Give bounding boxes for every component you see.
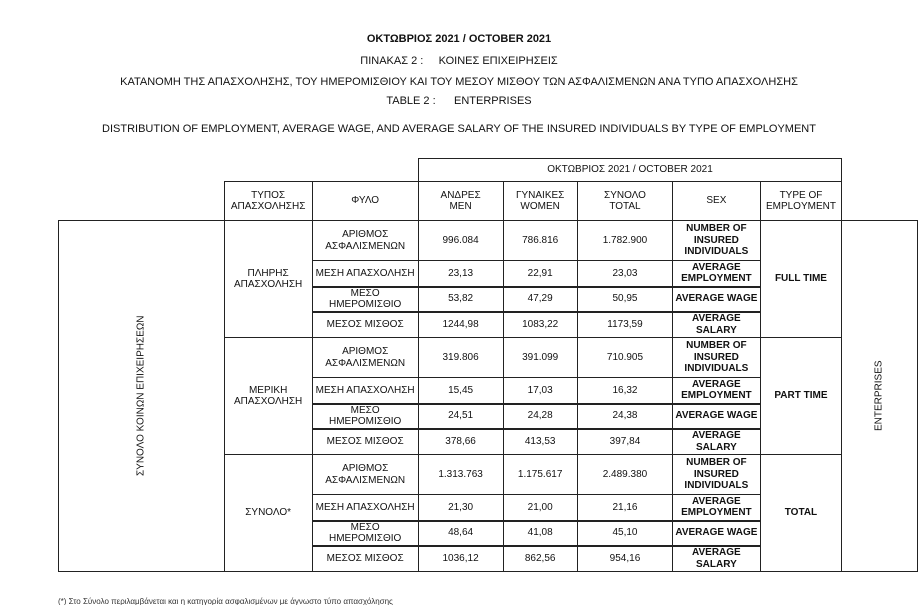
metric-label-gr	[312, 455, 418, 495]
metric-label-gr	[312, 404, 418, 429]
metric-label-en-line: AVERAGE SALARY	[692, 547, 741, 570]
metric-label-gr	[312, 287, 418, 312]
metric-label-en-line: EMPLOYMENT	[681, 507, 752, 519]
group-label-en: PART TIME	[760, 338, 842, 455]
side-label-right-text: ENTERPRISES	[873, 360, 885, 432]
value-cell: 15,45	[418, 378, 503, 404]
metric-label-gr-line: ΜΕΣΗ ΑΠΑΣΧΟΛΗΣΗ	[315, 267, 415, 279]
group-label-gr-line: ΑΠΑΣΧΟΛΗΣΗ	[233, 279, 303, 290]
metric-label-gr-line: ΜΕΣΗ ΑΠΑΣΧΟΛΗΣΗ	[315, 384, 415, 396]
table-row	[59, 221, 918, 261]
metric-label-en-line: NUMBER OF	[686, 457, 747, 469]
col-sex-gr-label: ΦΥΛΟ	[351, 195, 380, 207]
col-sex-en-label: SEX	[706, 195, 727, 207]
value-cell: 41,08	[503, 521, 577, 546]
metric-label-en-line: AVERAGE WAGE	[675, 527, 758, 539]
value-cell: 48,64	[418, 521, 503, 546]
col-sex-en	[673, 182, 760, 221]
value-cell: 21,30	[418, 495, 503, 521]
period-header: ΟΚΤΩΒΡΙΟΣ 2021 / OCTOBER 2021	[418, 159, 842, 182]
value-cell: 24,38	[577, 404, 672, 429]
metric-label-gr-line: ΑΡΙΘΜΟΣ	[342, 346, 389, 357]
metric-label-en-line: AVERAGE	[692, 495, 741, 507]
metric-label-en	[673, 378, 760, 404]
metric-label-gr	[312, 261, 418, 287]
blank-corner	[59, 159, 419, 182]
col-women-label: ΓΥΝΑΙΚΕΣ	[515, 189, 565, 201]
value-cell: 21,16	[577, 495, 672, 521]
metric-label-en-line: EMPLOYMENT	[681, 273, 752, 285]
metric-label-gr	[312, 338, 418, 378]
metric-label-en	[673, 404, 760, 429]
metric-label-gr-line: ΑΣΦΑΛΙΣΜΕΝΩΝ	[325, 357, 406, 369]
side-label-left	[59, 221, 225, 572]
metric-label-en	[673, 287, 760, 312]
value-cell: 23,13	[418, 261, 503, 287]
col-women	[503, 182, 577, 221]
metric-label-en	[673, 221, 760, 261]
metric-label-en-line: AVERAGE	[692, 261, 741, 273]
metric-label-gr	[312, 521, 418, 546]
metric-label-gr-line: ΜΕΣΟΣ ΜΙΣΘΟΣ	[326, 436, 404, 447]
col-total-label: TOTAL	[609, 201, 641, 212]
metric-label-gr-line: ΑΣΦΑΛΙΣΜΕΝΩΝ	[325, 240, 406, 252]
metric-label-gr-line: ΑΣΦΑΛΙΣΜΕΝΩΝ	[325, 474, 406, 486]
col-total	[577, 182, 672, 221]
metric-label-gr	[312, 495, 418, 521]
group-label-en: TOTAL	[760, 455, 842, 572]
col-sex-gr	[312, 182, 418, 221]
metric-label-en-line: INDIVIDUALS	[684, 363, 749, 375]
value-cell: 53,82	[418, 287, 503, 312]
metric-label-en-line: NUMBER OF	[686, 340, 747, 352]
value-cell: 413,53	[503, 429, 577, 455]
metric-label-gr-line: ΑΡΙΘΜΟΣ	[342, 229, 389, 240]
metric-label-gr	[312, 546, 418, 572]
column-header-row	[59, 182, 918, 221]
col-type-gr-label: ΤΥΠΟΣ	[251, 189, 286, 201]
col-men-label: MEN	[449, 201, 472, 212]
metric-label-en-line: AVERAGE	[692, 378, 741, 390]
metric-label-gr	[312, 221, 418, 261]
metric-label-en-line: NUMBER OF	[686, 223, 747, 235]
blank-right	[842, 182, 918, 221]
value-cell: 391.099	[503, 338, 577, 378]
value-cell: 17,03	[503, 378, 577, 404]
value-cell: 996.084	[418, 221, 503, 261]
group-label-gr-line: ΜΕΡΙΚΗ	[248, 384, 288, 396]
group-label-gr	[224, 338, 312, 455]
metric-label-en-line: INSURED	[693, 234, 739, 246]
value-cell: 1036,12	[418, 546, 503, 572]
metric-label-en-line: INSURED	[693, 351, 739, 363]
value-cell: 23,03	[577, 261, 672, 287]
col-type-gr	[224, 182, 312, 221]
side-label-left-text: ΣΥΝΟΛΟ ΚΟΙΝΩΝ ΕΠΙΧΕΙΡΗΣΕΩΝ	[135, 315, 147, 477]
value-cell: 378,66	[418, 429, 503, 455]
value-cell: 2.489.380	[577, 455, 672, 495]
metric-label-en	[673, 521, 760, 546]
value-cell: 45,10	[577, 521, 672, 546]
col-total-label: ΣΥΝΟΛΟ	[604, 189, 646, 201]
value-cell: 1244,98	[418, 312, 503, 338]
metric-label-en	[673, 338, 760, 378]
value-cell: 1083,22	[503, 312, 577, 338]
group-label-gr-line: ΣΥΝΟΛΟ*	[245, 507, 292, 519]
value-cell: 21,00	[503, 495, 577, 521]
table-title-en: DISTRIBUTION OF EMPLOYMENT, AVERAGE WAGE, AND AVERAGE SALARY OF THE INSURED INDIVIDUALS BY TYPE OF EMPLOYMENT	[102, 123, 816, 135]
group-label-en: FULL TIME	[760, 221, 842, 338]
col-men	[418, 182, 503, 221]
metric-label-gr-line: ΜΕΣΟΣ ΜΙΣΘΟΣ	[326, 319, 404, 330]
metric-label-en-line: EMPLOYMENT	[681, 390, 752, 402]
footnote: (*) Στο Σύνολο περιλαμβάνεται και η κατηγορία ασφαλισμένων με άγνωστο τύπο απασχόλησης	[58, 597, 393, 605]
value-cell: 16,32	[577, 378, 672, 404]
metric-label-en	[673, 455, 760, 495]
value-cell: 1.313.763	[418, 455, 503, 495]
col-men-label: ΑΝΔΡΕΣ	[440, 189, 481, 201]
metric-label-gr	[312, 378, 418, 404]
value-cell: 50,95	[577, 287, 672, 312]
value-cell: 954,16	[577, 546, 672, 572]
group-label-gr	[224, 455, 312, 572]
table-number-en: TABLE 2 : ENTERPRISES	[386, 95, 532, 107]
metric-label-en-line: INDIVIDUALS	[684, 480, 749, 492]
metric-label-en-line: AVERAGE WAGE	[675, 410, 758, 422]
metric-label-en-line: AVERAGE WAGE	[675, 293, 758, 305]
value-cell: 1173,59	[577, 312, 672, 338]
table-number-gr: ΠΙΝΑΚΑΣ 2 : ΚΟΙΝΕΣ ΕΠΙΧΕΙΡΗΣΕΙΣ	[360, 55, 558, 67]
metric-label-en-line: INSURED	[693, 468, 739, 480]
metric-label-gr-line: ΜΕΣΟΣ ΜΙΣΘΟΣ	[326, 553, 404, 564]
col-type-en-label: TYPE OF	[779, 189, 823, 201]
header-period: ΟΚΤΩΒΡΙΟΣ 2021 / OCTOBER 2021	[366, 33, 552, 45]
value-cell: 710.905	[577, 338, 672, 378]
metric-label-gr-line: ΜΕΣΟ ΗΜΕΡΟΜΙΣΘΙΟ	[329, 404, 402, 427]
metric-label-en	[673, 261, 760, 287]
metric-label-gr-line: ΜΕΣΗ ΑΠΑΣΧΟΛΗΣΗ	[315, 501, 415, 513]
col-type-en-label: EMPLOYMENT	[765, 201, 836, 212]
metric-label-en	[673, 495, 760, 521]
metric-label-en-line: INDIVIDUALS	[684, 246, 749, 258]
value-cell: 1.175.617	[503, 455, 577, 495]
value-cell: 47,29	[503, 287, 577, 312]
metric-label-gr	[312, 429, 418, 455]
employment-table	[58, 158, 918, 572]
value-cell: 24,28	[503, 404, 577, 429]
side-label-right	[842, 221, 918, 572]
value-cell: 397,84	[577, 429, 672, 455]
metric-label-en	[673, 312, 760, 338]
value-cell: 786.816	[503, 221, 577, 261]
value-cell: 319.806	[418, 338, 503, 378]
value-cell: 1.782.900	[577, 221, 672, 261]
col-type-gr-label: ΑΠΑΣΧΟΛΗΣΗΣ	[230, 201, 306, 212]
group-label-gr	[224, 221, 312, 338]
value-cell: 862,56	[503, 546, 577, 572]
col-type-en	[760, 182, 842, 221]
metric-label-gr	[312, 312, 418, 338]
blank-left	[59, 182, 225, 221]
value-cell: 24,51	[418, 404, 503, 429]
metric-label-en	[673, 546, 760, 572]
metric-label-en-line: AVERAGE SALARY	[692, 430, 741, 453]
value-cell: 22,91	[503, 261, 577, 287]
metric-label-gr-line: ΜΕΣΟ ΗΜΕΡΟΜΙΣΘΙΟ	[329, 287, 402, 310]
col-women-label: WOMEN	[520, 201, 560, 212]
metric-label-en-line: AVERAGE SALARY	[692, 313, 741, 336]
group-label-gr-line: ΑΠΑΣΧΟΛΗΣΗ	[233, 396, 303, 407]
blank-corner-right	[842, 159, 918, 182]
group-label-gr-line: ΠΛΗΡΗΣ	[247, 267, 289, 279]
metric-label-gr-line: ΜΕΣΟ ΗΜΕΡΟΜΙΣΘΙΟ	[329, 521, 402, 544]
period-header-row	[59, 159, 918, 182]
metric-label-gr-line: ΑΡΙΘΜΟΣ	[342, 463, 389, 474]
table-title-gr: ΚΑΤΑΝΟΜΗ ΤΗΣ ΑΠΑΣΧΟΛΗΣΗΣ, ΤΟΥ ΗΜΕΡΟΜΙΣΘΙΟΥ ΚΑΙ ΤΟΥ ΜΕΣΟΥ ΜΙΣΘΟΥ ΤΩΝ ΑΣΦΑΛΙΣΜΕΝΩΝ ΑΝΑ ΤΥΠΟ ΑΠΑΣΧΟΛΗΣΗΣ	[120, 76, 798, 88]
metric-label-en	[673, 429, 760, 455]
